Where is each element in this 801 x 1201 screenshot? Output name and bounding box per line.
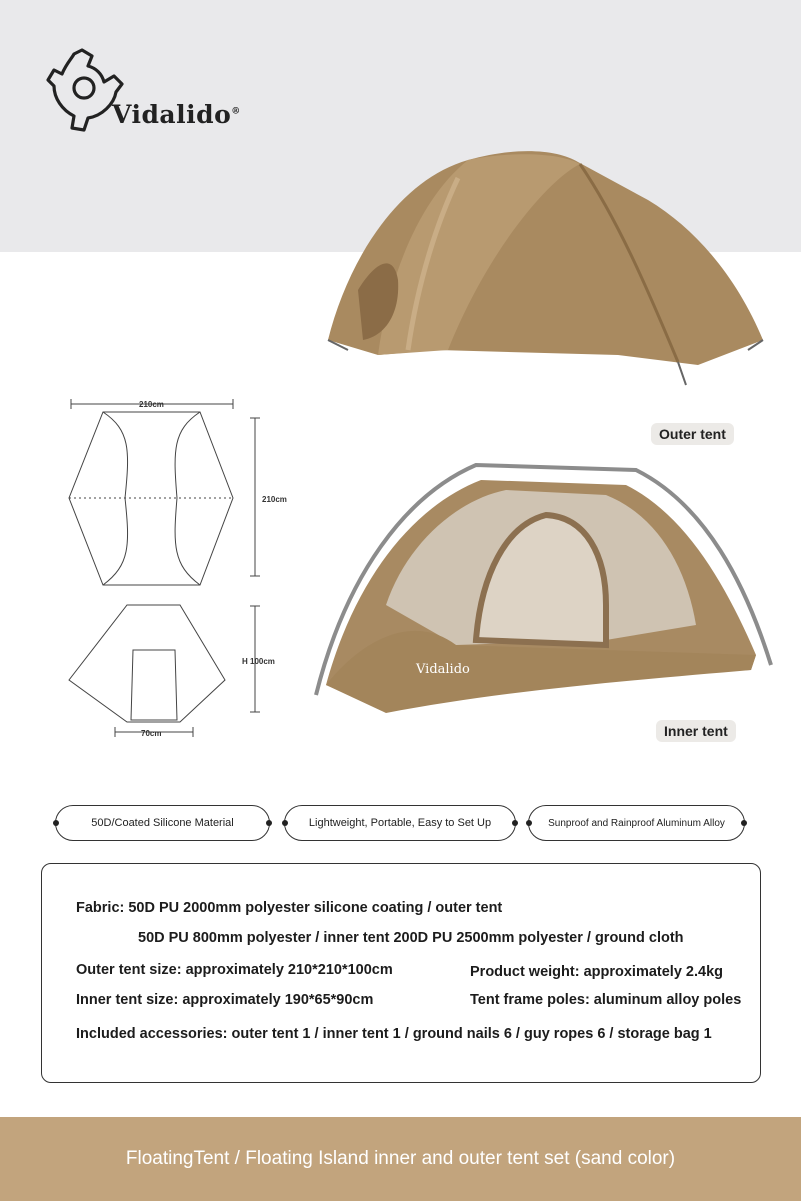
spec-fabric-line1: Fabric: 50D PU 2000mm polyester silicone coating / outer tent — [76, 900, 503, 916]
spec-product-weight: Product weight: approximately 2.4kg — [470, 964, 723, 980]
spec-box — [41, 863, 761, 1083]
outer-tent-label: Outer tent — [651, 423, 734, 445]
spec-outer-size: Outer tent size: approximately 210*210*100cm — [76, 962, 393, 978]
svg-text:210cm: 210cm — [262, 495, 287, 504]
spec-frame-poles: Tent frame poles: aluminum alloy poles — [470, 992, 742, 1008]
inner-tent-image — [306, 455, 781, 725]
spec-accessories: Included accessories: outer tent 1 / inner tent 1 / ground nails 6 / guy ropes 6 / storage bag 1 — [76, 1026, 712, 1042]
svg-text:210cm: 210cm — [139, 400, 164, 409]
brand-name: Vidalido® — [112, 100, 241, 129]
dimension-diagram — [55, 390, 295, 750]
svg-text:Vidalido: Vidalido — [416, 662, 470, 677]
outer-tent-image — [318, 140, 778, 400]
svg-text:70cm: 70cm — [141, 729, 162, 738]
footer-band — [0, 1117, 801, 1201]
feature-pill-lightweight: Lightweight, Portable, Easy to Set Up — [284, 805, 516, 841]
spec-fabric-line2: 50D PU 800mm polyester / inner tent 200D PU 2500mm polyester / ground cloth — [138, 930, 684, 946]
inner-tent-label: Inner tent — [656, 720, 736, 742]
feature-pill-material: 50D/Coated Silicone Material — [55, 805, 270, 841]
feature-pill-aluminum: Sunproof and Rainproof Aluminum Alloy — [528, 805, 745, 841]
spec-inner-size: Inner tent size: approximately 190*65*90cm — [76, 992, 374, 1008]
footer-title: FloatingTent / Floating Island inner and outer tent set (sand color) — [125, 1148, 676, 1169]
svg-text:H 100cm: H 100cm — [242, 657, 275, 666]
